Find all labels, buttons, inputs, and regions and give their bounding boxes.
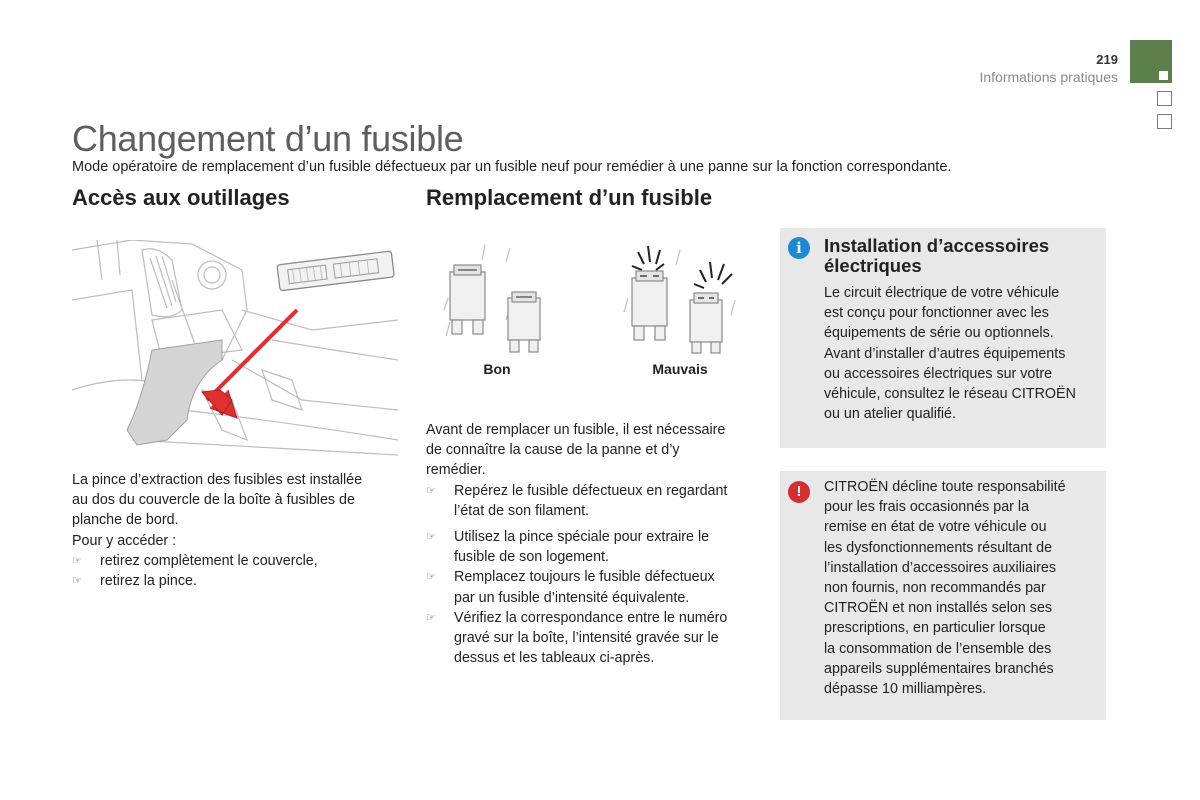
list-item-text: dessus et les tableaux ci-après. [454, 650, 655, 667]
list-item-text: l’état de son filament. [454, 502, 590, 519]
text-line: CITROËN et non installés selon ses [824, 600, 1053, 617]
list-item-text: Remplacez toujours le fusible défectueux [454, 569, 715, 586]
text-line: CITROËN décline toute responsabilité [824, 479, 1066, 495]
warning-box [780, 471, 1106, 720]
text-line: dépasse 10 milliampères. [824, 681, 987, 698]
warning-text [824, 477, 1100, 699]
text-line: planche de bord. [72, 512, 179, 529]
warning-icon: ! [788, 481, 810, 503]
fuse-good-label: Bon [483, 361, 511, 377]
text-line: la consommation de l’ensemble des [824, 640, 1052, 657]
info-text [824, 283, 1100, 424]
text-line: équipements de série ou optionnels. [824, 325, 1054, 342]
text-line: de connaître la cause de la panne et d’y [426, 442, 680, 459]
text-line: les dysfonctionnements résultant de [824, 539, 1053, 556]
replace-heading: Remplacement d’un fusible [426, 185, 713, 210]
chapter-tab-box [1157, 114, 1172, 129]
fuse-bad-illustration [620, 240, 745, 355]
text-line: véhicule, consultez le réseau CITROËN [824, 386, 1076, 403]
text-line: Avant d’installer d’autres équipements [824, 345, 1066, 362]
fuse-bad-label: Mauvais [652, 361, 708, 377]
section-title: Informations pratiques [979, 69, 1118, 85]
access-heading: Accès aux outillages [72, 185, 290, 210]
text-line: appareils supplémentaires branchés [824, 660, 1054, 677]
info-box [780, 228, 1106, 448]
info-heading [824, 236, 1100, 276]
text-line: Pour y accéder : [72, 532, 177, 549]
heading-line: électriques [824, 255, 922, 276]
text-line: prescriptions, en particulier lorsque [824, 620, 1046, 637]
access-intro [72, 470, 398, 591]
list-item-text: retirez complètement le couvercle, [100, 552, 318, 569]
hand-pointer-icon: ☞ [426, 531, 436, 544]
hand-pointer-icon: ☞ [72, 554, 82, 567]
list-item-text: Utilisez la pince spéciale pour extraire le [454, 529, 710, 546]
heading-line: Installation d’accessoires [824, 235, 1050, 256]
list-item-text: fusible de son logement. [454, 549, 609, 566]
text-line: Avant de remplacer un fusible, il est nécessaire [426, 422, 726, 438]
page-number: 219 [1096, 52, 1118, 67]
text-line: La pince d’extraction des fusibles est installée [72, 472, 363, 488]
replace-intro [426, 420, 756, 668]
chapter-tab-marker [1159, 71, 1168, 80]
text-line: non fournis, non recommandés par [824, 580, 1046, 597]
text-line: l’installation d’accessoires auxiliaires [824, 559, 1057, 576]
list-item [426, 567, 756, 607]
list-item [426, 608, 756, 669]
page-title: Changement d’un fusible [72, 118, 464, 159]
hand-pointer-icon: ☞ [426, 571, 436, 584]
info-icon: i [788, 237, 810, 259]
text-line: remise en état de votre véhicule ou [824, 519, 1047, 536]
list-item [72, 551, 398, 571]
hand-pointer-icon: ☞ [426, 484, 436, 497]
list-item-text: Repérez le fusible défectueux en regardant [454, 482, 728, 499]
text-line: est conçu pour fonctionner avec les [824, 305, 1049, 322]
list-item [426, 527, 756, 567]
text-line: Le circuit électrique de votre véhicule [824, 285, 1060, 301]
text-line: remédier. [426, 462, 486, 479]
list-item-text: gravé sur la boîte, l’intensité gravée sur le [454, 630, 719, 647]
list-item-text: Vérifiez la correspondance entre le numéro [454, 609, 728, 626]
page-subtitle: Mode opératoire de remplacement d’un fusible défectueux par un fusible neuf pour remédier à une panne sur la fonction correspondante. [72, 159, 952, 175]
text-line: pour les frais occasionnés par la [824, 499, 1030, 516]
hand-pointer-icon: ☞ [72, 575, 82, 588]
list-item [72, 571, 398, 591]
text-line: ou un atelier qualifié. [824, 406, 956, 423]
fuse-good-illustration [440, 240, 560, 355]
text-line: au dos du couvercle de la boîte à fusibles de [72, 492, 355, 509]
text-line: ou accessoires électriques sur votre [824, 365, 1053, 382]
list-item [426, 481, 756, 521]
list-item-text: retirez la pince. [100, 573, 197, 590]
hand-pointer-icon: ☞ [426, 611, 436, 624]
chapter-tab-box [1157, 91, 1172, 106]
list-item-text: par un fusible d’intensité équivalente. [454, 589, 690, 606]
dashboard-illustration [72, 240, 398, 460]
